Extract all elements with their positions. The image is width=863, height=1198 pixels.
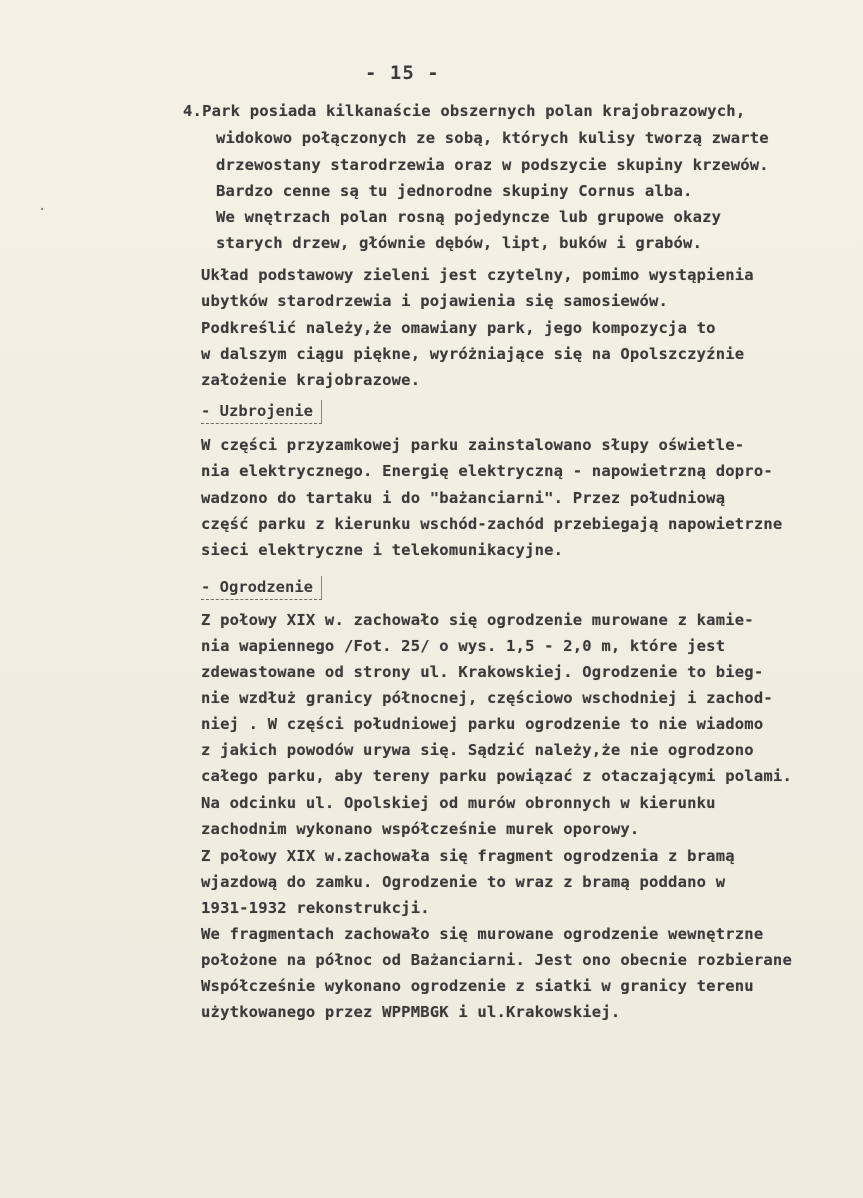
text-line: całego parku, aby tereny parku powiązać z otaczającymi polami.: [201, 767, 792, 785]
text-line: W części przyzamkowej parku zainstalowano słupy oświetle-: [201, 436, 745, 454]
text-line: niej . W części południowej parku ogrodzenie to nie wiadomo: [201, 715, 764, 733]
text-line: nia elektrycznego. Energię elektryczną - napowietrzną dopro-: [201, 462, 773, 480]
text-line: użytkowanego przez WPPMBGK i ul.Krakowskiej.: [201, 1003, 621, 1021]
text-line: zdewastowane od strony ul. Krakowskiej. Ogrodzenie to bieg-: [201, 663, 764, 681]
text-line: nie wzdłuż granicy północnej, częściowo wschodniej i zachod-: [201, 689, 773, 707]
text-line: starych drzew, głównie dębów, lipt, buków i grabów.: [216, 234, 703, 252]
text-line: Z połowy XIX w. zachowało się ogrodzenie murowane z kamie-: [201, 611, 754, 629]
text-line: Podkreślić należy,że omawiany park, jego kompozycja to: [201, 319, 716, 337]
section-heading-uzbrojenie: - Uzbrojenie: [201, 400, 322, 424]
section-heading-ogrodzenie: - Ogrodzenie: [201, 576, 322, 600]
text-line: We wnętrzach polan rosną pojedyncze lub grupowe okazy: [216, 208, 722, 226]
text-line: We fragmentach zachowało się murowane ogrodzenie wewnętrzne: [201, 925, 764, 943]
text-line: wadzono do tartaku i do "bażanciarni". Przez południową: [201, 489, 726, 507]
text-line: drzewostany starodrzewia oraz w podszycie skupiny krzewów.: [216, 156, 769, 174]
text-line: założenie krajobrazowe.: [201, 371, 421, 389]
text-line: nia wapiennego /Fot. 25/ o wys. 1,5 - 2,0 m, które jest: [201, 637, 726, 655]
text-line: 1931-1932 rekonstrukcji.: [201, 899, 430, 917]
text-line: zachodnim wykonano współcześnie murek oporowy.: [201, 820, 640, 838]
text-line: Układ podstawowy zieleni jest czytelny, pomimo wystąpienia: [201, 266, 754, 284]
text-line: położone na północ od Bażanciarni. Jest ono obecnie rozbierane: [201, 951, 792, 969]
text-line: wjazdową do zamku. Ogrodzenie to wraz z bramą poddano w: [201, 873, 726, 891]
text-line: z jakich powodów urywa się. Sądzić należy,że nie ogrodzono: [201, 741, 754, 759]
text-line: Na odcinku ul. Opolskiej od murów obronnych w kierunku: [201, 794, 716, 812]
text-line: sieci elektryczne i telekomunikacyjne.: [201, 541, 564, 559]
text-line: ubytków starodrzewia i pojawienia się samosiewów.: [201, 292, 669, 310]
text-line: w dalszym ciągu piękne, wyróżniające się na Opolszczyźnie: [201, 345, 745, 363]
page-number: - 15 -: [365, 62, 440, 84]
text-line: widokowo połączonych ze sobą, których kulisy tworzą zwarte: [216, 129, 769, 147]
margin-mark: ·: [38, 202, 47, 218]
text-line: część parku z kierunku wschód-zachód przebiegają napowietrzne: [201, 515, 783, 533]
text-line: Bardzo cenne są tu jednorodne skupiny Cornus alba.: [216, 182, 693, 200]
text-line: Współcześnie wykonano ogrodzenie z siatki w granicy terenu: [201, 977, 754, 995]
text-line: 4.Park posiada kilkanaście obszernych polan krajobrazowych,: [183, 102, 746, 120]
text-line: Z połowy XIX w.zachowała się fragment ogrodzenia z bramą: [201, 847, 735, 865]
